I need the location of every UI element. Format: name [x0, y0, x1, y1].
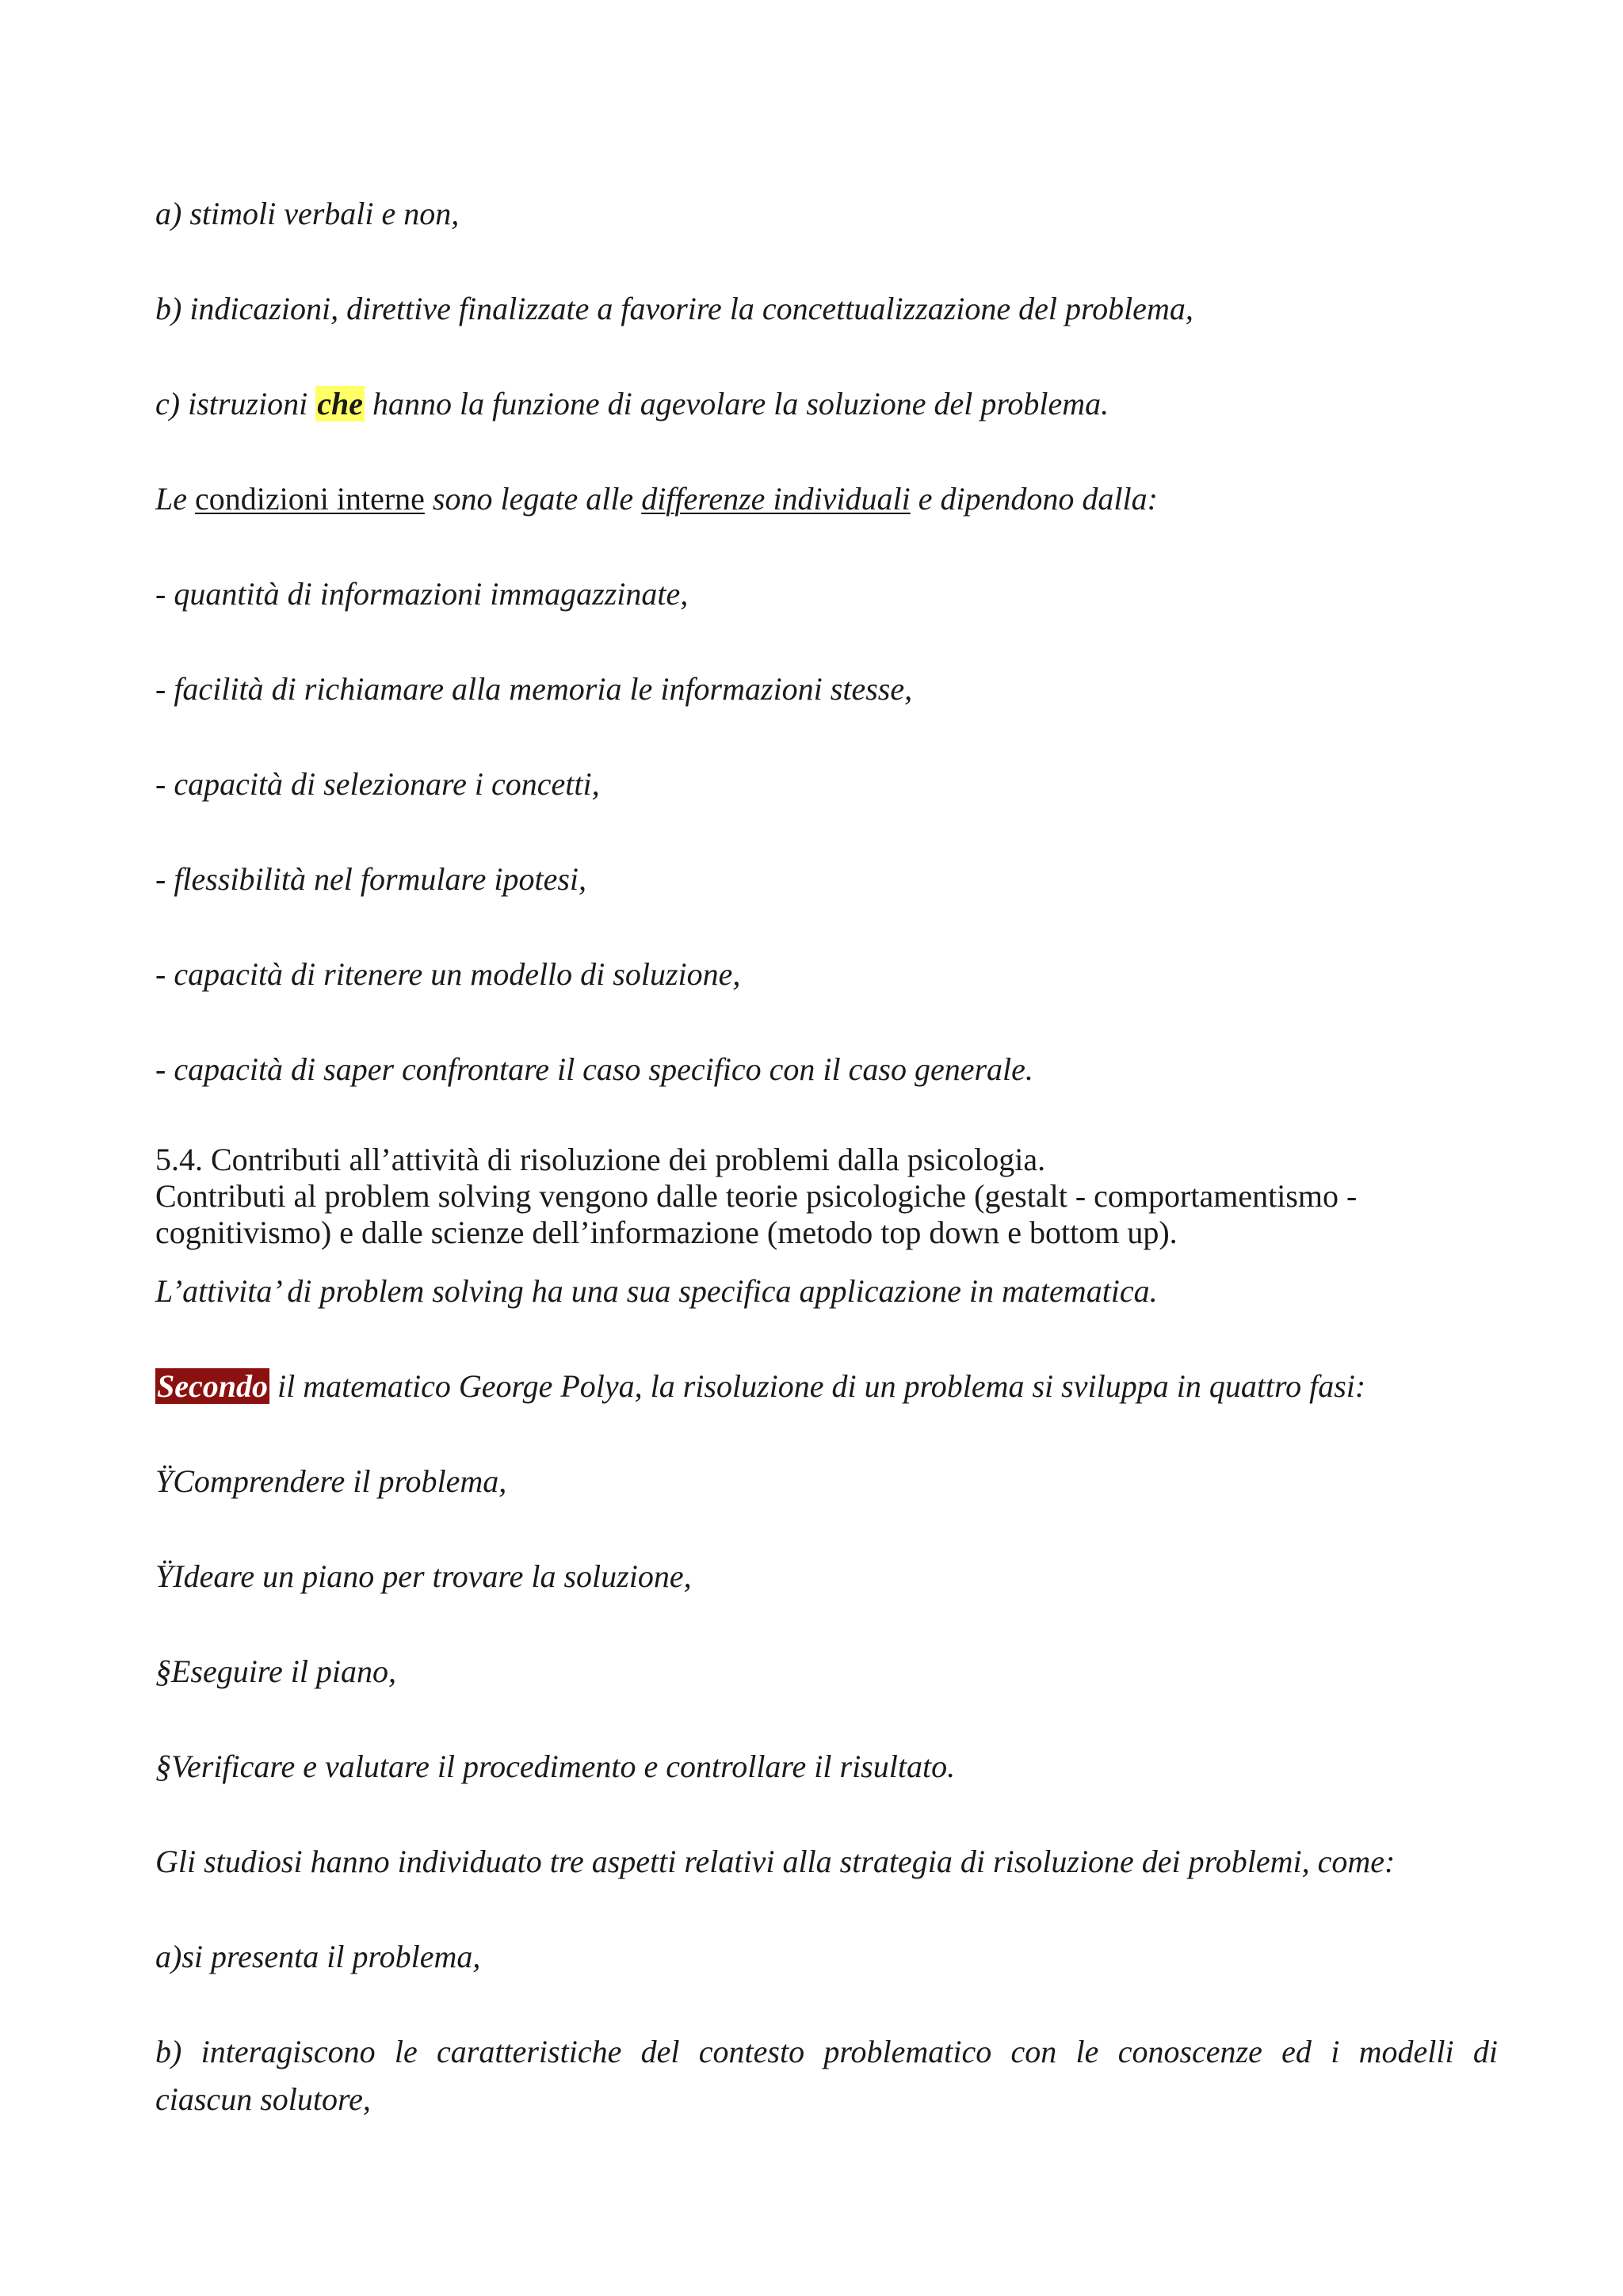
underlined-term: condizioni interne — [195, 481, 425, 517]
highlighted-word: Secondo — [157, 1368, 268, 1404]
highlighted-word: che — [317, 386, 363, 421]
phase-item: §Verificare e valutare il procedimento e controllare il risultato. — [155, 1749, 956, 1784]
paragraph-stimoli: a) stimoli verbali e non, — [155, 196, 460, 231]
section-body-line: cognitivismo) e dalle scienze dell’informazione (metodo top down e bottom up). — [155, 1215, 1178, 1250]
text-segment: c) istruzioni — [155, 386, 316, 421]
aspect-item-continuation: ciascun solutore, — [155, 2081, 371, 2117]
list-item: - quantità di informazioni immagazzinate, — [155, 576, 689, 612]
text-segment: e dipendono dalla: — [910, 481, 1158, 517]
paragraph-matematica: L’attivita’ di problem solving ha una sua specifica applicazione in matematica. — [155, 1273, 1158, 1309]
text-segment: sono legate alle — [424, 481, 642, 517]
text-segment: hanno la funzione di agevolare la soluzione del problema. — [365, 386, 1109, 421]
paragraph-polya — [155, 1367, 1365, 1405]
paragraph-condizioni-interne — [155, 480, 1158, 518]
aspect-item: a)si presenta il problema, — [155, 1939, 481, 1974]
underlined-term: differenze individuali — [641, 481, 911, 517]
section-body-line: Contributi al problem solving vengono dalle teorie psicologiche (gestalt - comportamentismo - — [155, 1178, 1358, 1214]
aspect-item: b) interagiscono le caratteristiche del contesto problematico con le conoscenze ed i modelli di — [155, 2034, 1498, 2069]
list-item: - facilità di richiamare alla memoria le informazioni stesse, — [155, 671, 913, 707]
text-segment: il matematico George Polya, la risoluzione di un problema si sviluppa in quattro fasi: — [269, 1368, 1366, 1404]
list-item: - capacità di saper confrontare il caso specifico con il caso generale. — [155, 1051, 1033, 1087]
list-item: - capacità di selezionare i concetti, — [155, 766, 600, 802]
paragraph-studiosi: Gli studiosi hanno individuato tre aspetti relativi alla strategia di risoluzione dei problemi, come: — [155, 1844, 1396, 1879]
phase-item: ŸComprendere il problema, — [155, 1463, 507, 1499]
list-item: - flessibilità nel formulare ipotesi, — [155, 861, 587, 897]
paragraph-indicazioni: b) indicazioni, direttive finalizzate a favorire la concettualizzazione del problema, — [155, 291, 1193, 326]
phase-item: ŸIdeare un piano per trovare la soluzione, — [155, 1558, 692, 1594]
section-heading: 5.4. Contributi all’attività di risoluzione dei problemi dalla psicologia. — [155, 1142, 1046, 1177]
list-item: - capacità di ritenere un modello di soluzione, — [155, 956, 741, 992]
phase-item: §Eseguire il piano, — [155, 1653, 397, 1689]
text-segment: Le — [155, 481, 195, 517]
paragraph-istruzioni — [155, 385, 1109, 423]
